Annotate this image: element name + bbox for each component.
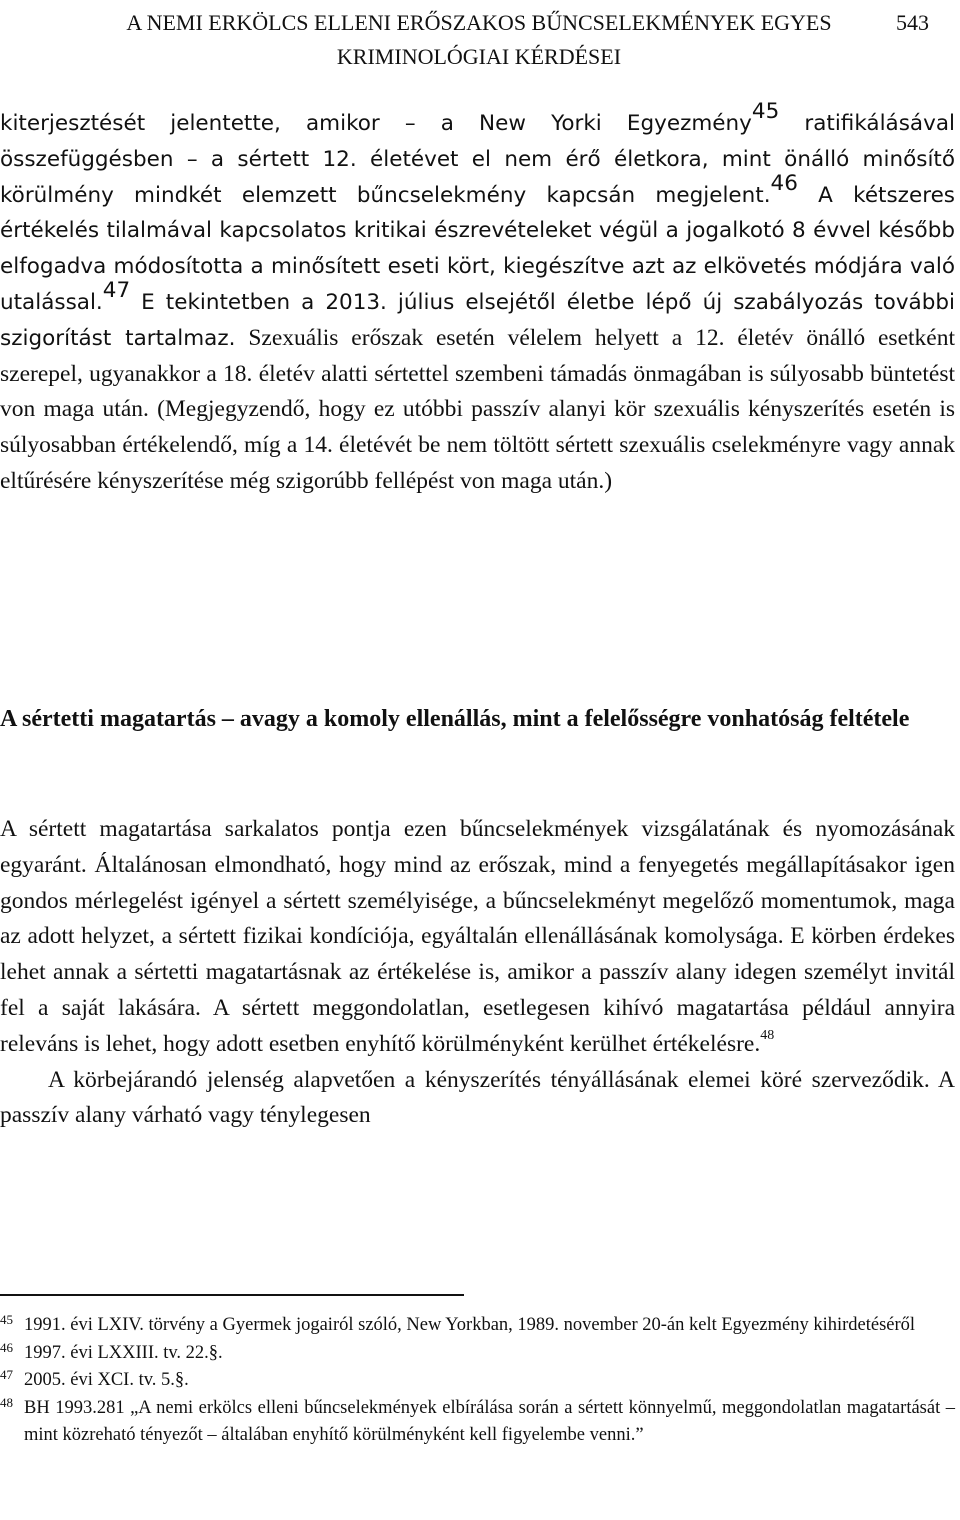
footnote-ref-48[interactable]: 48	[760, 1027, 775, 1043]
paragraph-2	[0, 812, 955, 1134]
footnote-48	[0, 1395, 955, 1450]
footnote-47	[0, 1367, 955, 1395]
footnote-number: 47	[0, 1367, 13, 1382]
footnote-text: BH 1993.281 „A nemi erkölcs elleni bűncselekmények elbírálása során a sértett könnyelmű, meggondolatlan magatartását – mint közreható tényezőt – általában enyhítő körülményként kell figyelembe venni.”	[24, 1397, 955, 1445]
footnote-text: 1991. évi LXIV. törvény a Gyermek jogairól szóló, New Yorkban, 1989. november 20-án kelt Egyezmény kihirdetéséről	[24, 1315, 916, 1335]
footnote-separator	[0, 1294, 464, 1296]
paragraph-2-text: A sértett magatartása sarkalatos pontja ezen bűncselekmények vizsgálatának és nyomozásának egyaránt. Általánosan elmondható, hogy mind az erőszak, mind a fenyegetés megállapításakor igen gondos mérlegelést igényel a sértett személyisége, a bűncselekményt megelőző momentumok, maga az adott helyzet, a sértett fizikai kondíciója, egyáltalán ellenállásának komolysága. E körben érdekes lehet annak a sértetti magatartásnak az értékelése is, amikor a passzív alany idegen személyt invitál fel a saját lakására. A sértett meggondolatlan, esetlegesen kihívó magatartása például annyira releváns is lehet, hogy adott esetben enyhítő körülményként kerülhet értékelésre.	[0, 816, 955, 1057]
footnotes	[0, 1312, 955, 1450]
paragraph-1	[0, 99, 955, 500]
page-number: 543	[896, 10, 929, 35]
paragraph-1-part-e: Szexuális erőszak esetén vélelem helyett a 12. életév önálló esetként szerepel, ugyanakkor a 18. életév alatti sértettel szembeni támadás önmagában is súlyosabb büntetést von maga után. (Megjegyzendő, hogy ez utóbbi passzív alanyi kör szexuális kényszerítés esetén is súlyosabban értékelendő, míg a 14. életévét be nem töltött sértett szexuális cselekményre vagy annak eltűrésére kényszerítése még szigorúbb fellépést von maga után.)	[0, 324, 955, 494]
footnote-text: 2005. évi XCI. tv. 5.§.	[24, 1370, 189, 1390]
section-heading: A sértetti magatartás – avagy a komoly ellenállás, mint a felelősségre vonhatóság feltétele	[0, 706, 910, 732]
running-head-title: A NEMI ERKÖLCS ELLENI ERŐSZAKOS BŰNCSELEKMÉNYEK EGYES KRIMINOLÓGIAI KÉRDÉSEI	[126, 10, 832, 69]
footnote-45	[0, 1312, 955, 1340]
footnote-ref-46[interactable]: 46	[770, 170, 798, 196]
footnote-ref-47[interactable]: 47	[102, 277, 131, 303]
paragraph-3: A körbejárandó jelenség alapvetően a kényszerítés tényállásának elemei köré szerveződik. A passzív alany várható vagy ténylegesen	[0, 1066, 955, 1129]
paragraph-1-part-c: A kétszeres értékelés tilalmával kapcsolatos kritikai észrevételeket végül a jogalkotó 8 évvel később elfogadva módosította a minősített eseti kört, kiegészítve azt az elkövetés módjára való utalással.	[0, 182, 955, 315]
footnote-number: 48	[0, 1394, 13, 1410]
footnote-46	[0, 1340, 955, 1368]
paragraph-1-part-a: kiterjesztését jelentette, amikor – a New Yorki Egyezmény	[0, 111, 752, 136]
footnote-text: 1997. évi LXXIII. tv. 22.§.	[24, 1342, 223, 1363]
footnote-number: 45	[0, 1312, 13, 1327]
footnote-ref-45[interactable]: 45	[751, 99, 780, 124]
paragraph-1-part-d: E tekintetben a 2013. július elsejétől életbe lépő új szabályozás további szigorítást tartalmaz.	[0, 289, 955, 351]
paragraph-1-part-b: ratifikálásával összefüggésben – a sértett 12. életévet el nem érő életkora, mint önálló minősítő körülmény mindkét elemzett bűncselekmény kapcsán megjelent.	[0, 111, 955, 208]
footnote-number: 46	[0, 1339, 13, 1355]
